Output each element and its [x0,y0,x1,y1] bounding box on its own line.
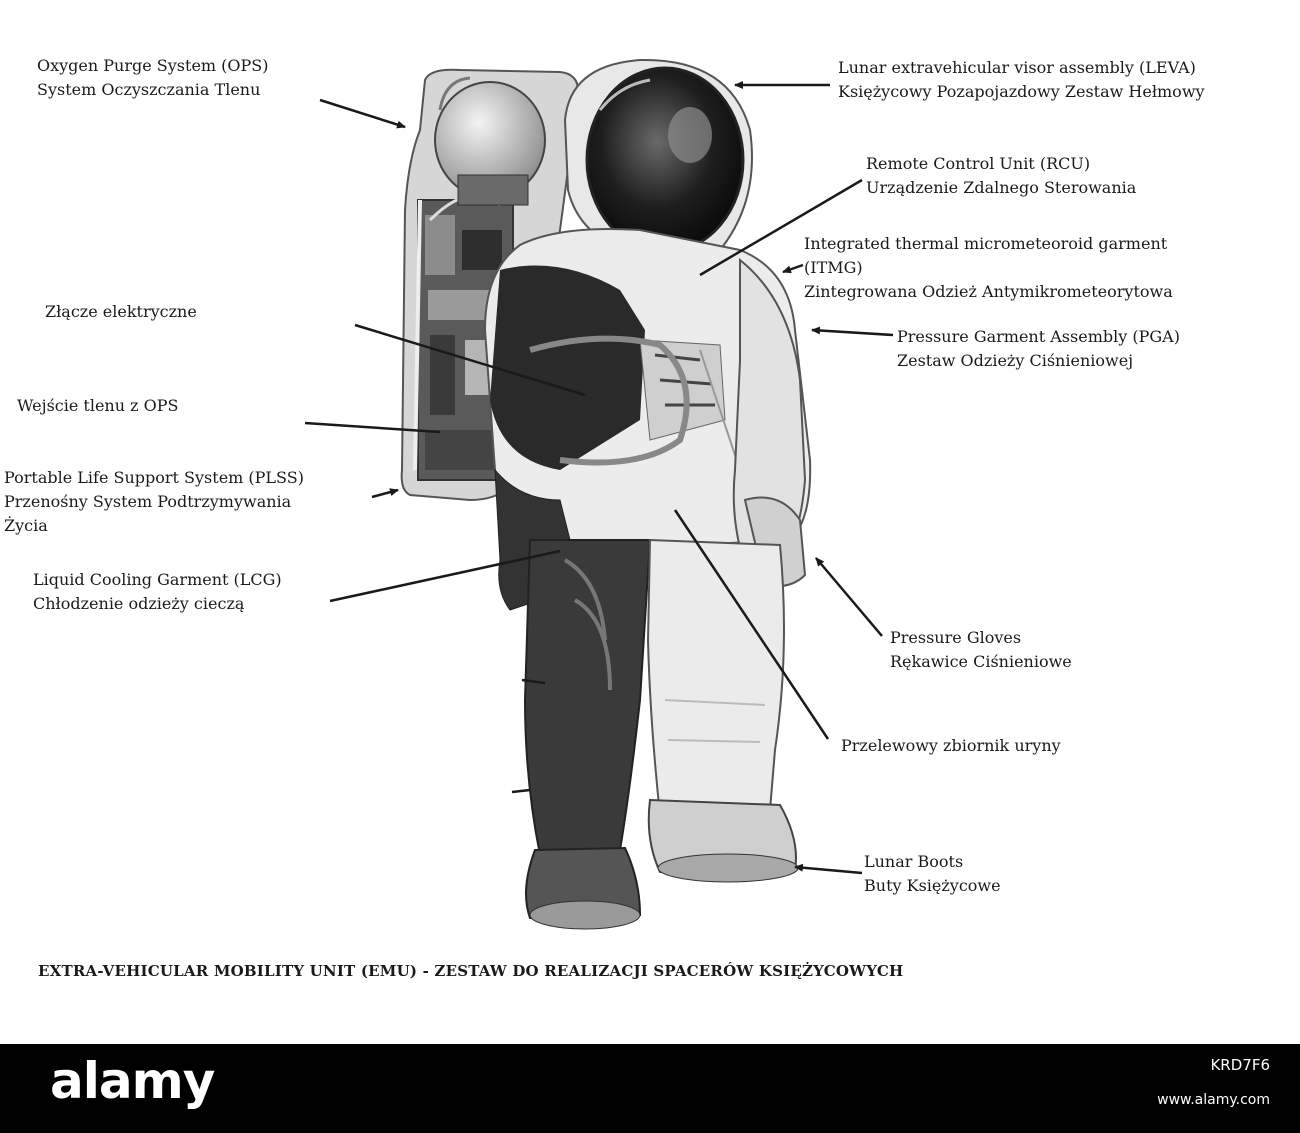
watermark-url: www.alamy.com [1157,1092,1270,1108]
label-pga-pl: Zestaw Odzieży Ciśnieniowej [897,351,1134,370]
label-leva-pl: Księżycowy Pozapojazdowy Zestaw Hełmowy [838,82,1205,101]
label-boots [864,850,1001,898]
label-plss-pl-2: Życia [4,516,48,535]
label-leva [838,56,1205,104]
label-leva-en: Lunar extravehicular visor assembly (LEVA) [838,58,1196,77]
label-pga-en: Pressure Garment Assembly (PGA) [897,327,1180,346]
label-electric-connector [45,300,197,324]
watermark-logo: alamy [50,1052,215,1110]
label-oxygen-inlet [17,394,178,418]
label-gloves [890,626,1072,674]
label-rcu-pl: Urządzenie Zdalnego Sterowania [866,178,1137,197]
label-plss [4,466,304,538]
label-lcg [33,568,282,616]
label-ops-pl: System Oczyszczania Tlenu [37,80,261,99]
label-urine-tank [841,734,1061,758]
label-itmg-abbr: (ITMG) [804,258,863,277]
label-ops-en: Oxygen Purge System (OPS) [37,56,269,75]
label-plss-pl: Przenośny System Podtrzymywania [4,492,292,511]
label-itmg [804,232,1173,304]
label-pga [897,325,1180,373]
label-lcg-pl: Chłodzenie odzieży cieczą [33,594,245,613]
label-rcu [866,152,1136,200]
label-boots-en: Lunar Boots [864,852,964,871]
label-boots-pl: Buty Księżycowe [864,876,1001,895]
label-urine-tank-pl: Przelewowy zbiornik uryny [841,736,1061,755]
label-lcg-en: Liquid Cooling Garment (LCG) [33,570,282,589]
label-ops [37,54,269,102]
label-rcu-en: Remote Control Unit (RCU) [866,154,1091,173]
diagram-caption: EXTRA-VEHICULAR MOBILITY UNIT (EMU) - ZESTAW DO REALIZACJI SPACERÓW KSIĘŻYCOWYCH [38,962,904,980]
label-plss-en: Portable Life Support System (PLSS) [4,468,304,487]
image-id: KRD7F6 [1210,1056,1270,1074]
label-oxygen-inlet-pl: Wejście tlenu z OPS [17,396,179,415]
label-gloves-pl: Rękawice Ciśnieniowe [890,652,1072,671]
label-itmg-en: Integrated thermal micrometeoroid garment [804,234,1168,253]
label-gloves-en: Pressure Gloves [890,628,1022,647]
label-electric-connector-pl: Złącze elektryczne [45,302,197,321]
label-itmg-pl: Zintegrowana Odzież Antymikrometeorytowa [804,282,1173,301]
helmet [565,60,752,255]
